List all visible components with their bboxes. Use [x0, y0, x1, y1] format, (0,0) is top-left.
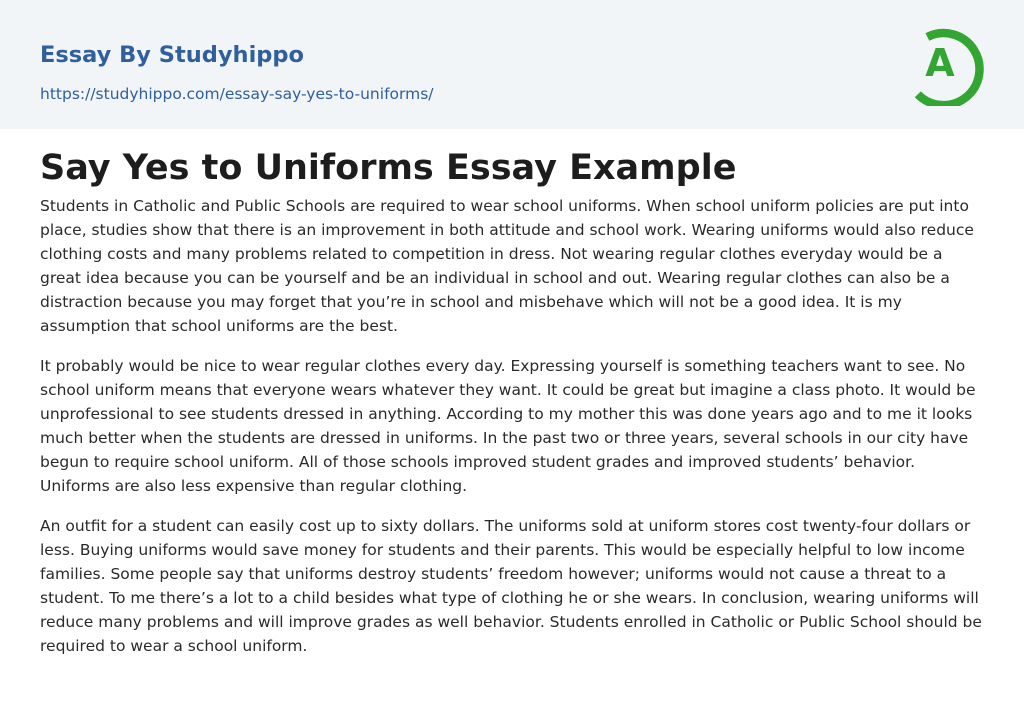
site-header	[0, 0, 1024, 129]
logo-letter: A	[925, 41, 955, 85]
essay-url-link[interactable]: https://studyhippo.com/essay-say-yes-to-uniforms/	[40, 85, 434, 103]
page-title: Say Yes to Uniforms Essay Example	[40, 148, 737, 188]
site-brand[interactable]: Essay By Studyhippo	[40, 42, 304, 68]
essay-body	[40, 194, 988, 674]
essay-paragraph: Students in Catholic and Public Schools are required to wear school uniforms. When school uniform policies are put into place, studies show that there is an improvement in both attitude and school work. Wearing uniforms would also reduce clothing costs and many problems related to competition in dress. Not wearing regular clothes everyday would be a great idea because you can be yourself and be an individual in school and out. Wearing regular clothes can also be a distraction because you may forget that you’re in school and misbehave which will not be a good idea. It is my assumption that school uniforms are the best.	[40, 197, 974, 335]
essay-paragraph: An outfit for a student can easily cost up to sixty dollars. The uniforms sold at uniform stores cost twenty-four dollars or less. Buying uniforms would save money for students and their parents. This would be especially helpful to low income families. Some people say that uniforms destroy students’ freedom however; uniforms would not cause a threat to a student. To me there’s a lot to a child besides what type of clothing he or she wears. In conclusion, wearing uniforms will reduce many problems and will improve grades as well behavior. Students enrolled in Catholic or Public School should be required to wear a school uniform.	[40, 517, 982, 655]
essay-paragraph: It probably would be nice to wear regular clothes every day. Expressing yourself is something teachers want to see. No school uniform means that everyone wears whatever they want. It could be great but imagine a class photo. It would be unprofessional to see students dressed in anything. According to my mother this was done years ago and to me it looks much better when the students are dressed in uniforms. In the past two or three years, several schools in our city have begun to require school uniform. All of those schools improved student grades and improved students’ behavior. Uniforms are also less expensive than regular clothing.	[40, 357, 976, 495]
circle-a-logo-icon[interactable]	[906, 18, 990, 106]
